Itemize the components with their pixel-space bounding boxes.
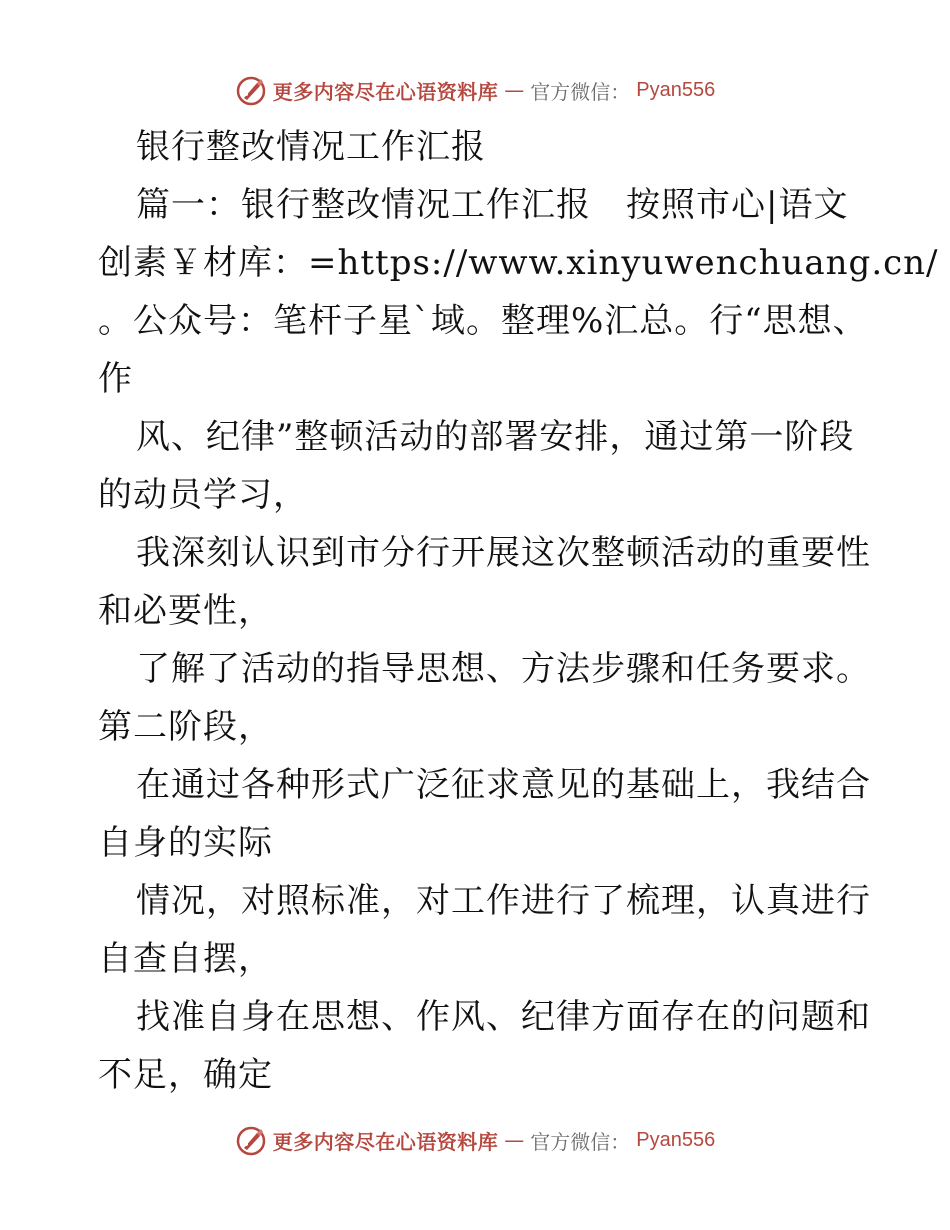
paragraph-line: 情况，对照标准，对工作进行了梳理，认真进行 <box>136 881 871 921</box>
wechat-label: 官方微信： <box>530 1129 631 1154</box>
document-body <box>98 118 939 1104</box>
paragraph-line: 找准自身在思想、作风、纪律方面存在的问题和 <box>136 997 871 1037</box>
paragraph-line: 了解了活动的指导思想、方法步骤和任务要求。 <box>136 649 871 689</box>
paragraph-line: 在通过各种形式广泛征求意见的基础上，我结合 <box>136 765 871 805</box>
paragraph-line: 作 <box>98 359 133 399</box>
brand-text: 更多内容尽在心语资料库 <box>272 1129 499 1154</box>
paragraph-line: 创素￥材库：=https://www.xinyuwenchuang.cn/ <box>98 243 939 283</box>
brand-text: 更多内容尽在心语资料库 <box>272 79 499 104</box>
paragraph-line: 自身的实际 <box>98 823 273 863</box>
paragraph-line: 自查自摆， <box>98 939 273 979</box>
header-banner <box>0 70 950 110</box>
wechat-id: Pyan556 <box>636 78 716 101</box>
banner-separator: — <box>504 78 525 102</box>
document-title: 银行整改情况工作汇报 <box>136 127 486 167</box>
paragraph-line: 不足，确定 <box>98 1055 273 1095</box>
wechat-id: Pyan556 <box>636 1128 716 1151</box>
paragraph-line: 。公众号：笔杆子星`域。整理%汇总。行“思想、 <box>98 301 868 341</box>
paragraph-line: 第二阶段， <box>98 707 273 747</box>
wechat-label: 官方微信： <box>530 79 631 104</box>
paragraph-line: 我深刻认识到市分行开展这次整顿活动的重要性 <box>136 533 871 573</box>
pen-seal-icon <box>235 1124 267 1156</box>
pen-seal-icon <box>235 74 267 106</box>
paragraph-line: 和必要性， <box>98 591 273 631</box>
banner-separator: — <box>504 1128 525 1152</box>
paragraph-line: 风、纪律”整顿活动的部署安排，通过第一阶段 <box>136 417 855 457</box>
paragraph-line: 的动员学习， <box>98 475 308 515</box>
paragraph-line: 篇一：银行整改情况工作汇报 按照市心|语文 <box>136 185 849 225</box>
footer-banner <box>0 1120 950 1160</box>
